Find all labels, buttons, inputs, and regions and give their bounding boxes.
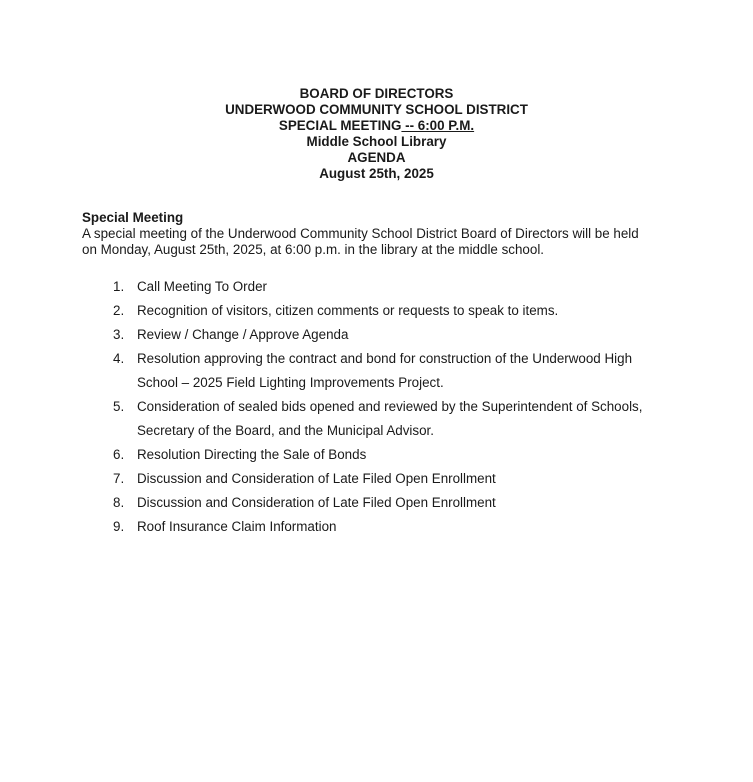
agenda-item (82, 347, 682, 395)
agenda-item-number: 7. (113, 471, 125, 486)
header-location: Middle School Library (306, 134, 447, 149)
header-meeting-label: SPECIAL MEETING (278, 118, 402, 133)
header-meeting-time: -- 6:00 P.M. (401, 118, 475, 133)
agenda-item-text: Call Meeting To Order (137, 279, 267, 294)
header-district-name: UNDERWOOD COMMUNITY SCHOOL DISTRICT (225, 102, 528, 117)
agenda-item-number: 8. (113, 495, 125, 510)
agenda-item-number: 3. (113, 327, 125, 342)
agenda-item-text-continued: Secretary of the Board, and the Municipal Advisor. (137, 423, 434, 438)
agenda-item (82, 299, 682, 323)
agenda-item-text: Resolution approving the contract and bond for construction of the Underwood High (137, 351, 633, 366)
agenda-item-text: Consideration of sealed bids opened and reviewed by the Superintendent of Schools, (137, 399, 643, 414)
section-title: Special Meeting (82, 210, 184, 225)
agenda-item (82, 275, 682, 299)
agenda-item (82, 443, 682, 467)
agenda-item-text-continued: School – 2025 Field Lighting Improvements Project. (137, 375, 444, 390)
agenda-item-text: Discussion and Consideration of Late Filed Open Enrollment (137, 495, 496, 510)
agenda-item-text: Resolution Directing the Sale of Bonds (137, 447, 367, 462)
document-header (0, 86, 753, 182)
agenda-item (82, 323, 682, 347)
header-meeting-type (0, 118, 753, 134)
agenda-item-number: 9. (113, 519, 125, 534)
agenda-item-number: 5. (113, 399, 125, 414)
header-date: August 25th, 2025 (319, 166, 434, 181)
intro-line: A special meeting of the Underwood Community School District Board of Directors will be held (82, 226, 639, 241)
agenda-list (82, 275, 682, 539)
agenda-item-text: Discussion and Consideration of Late Filed Open Enrollment (137, 471, 496, 486)
agenda-item (82, 395, 682, 443)
agenda-item-number: 4. (113, 351, 125, 366)
agenda-item-number: 1. (113, 279, 125, 294)
intro-line: on Monday, August 25th, 2025, at 6:00 p.m. in the library at the middle school. (82, 242, 545, 257)
agenda-item-number: 2. (113, 303, 125, 318)
header-board-title: BOARD OF DIRECTORS (299, 86, 454, 101)
agenda-item (82, 515, 682, 539)
agenda-item-text: Recognition of visitors, citizen comments or requests to speak to items. (137, 303, 559, 318)
intro-paragraph (82, 226, 682, 258)
agenda-item-text: Review / Change / Approve Agenda (137, 327, 349, 342)
agenda-item (82, 467, 682, 491)
agenda-item (82, 491, 682, 515)
agenda-item-text: Roof Insurance Claim Information (137, 519, 337, 534)
header-agenda-label: AGENDA (347, 150, 406, 165)
agenda-item-number: 6. (113, 447, 125, 462)
